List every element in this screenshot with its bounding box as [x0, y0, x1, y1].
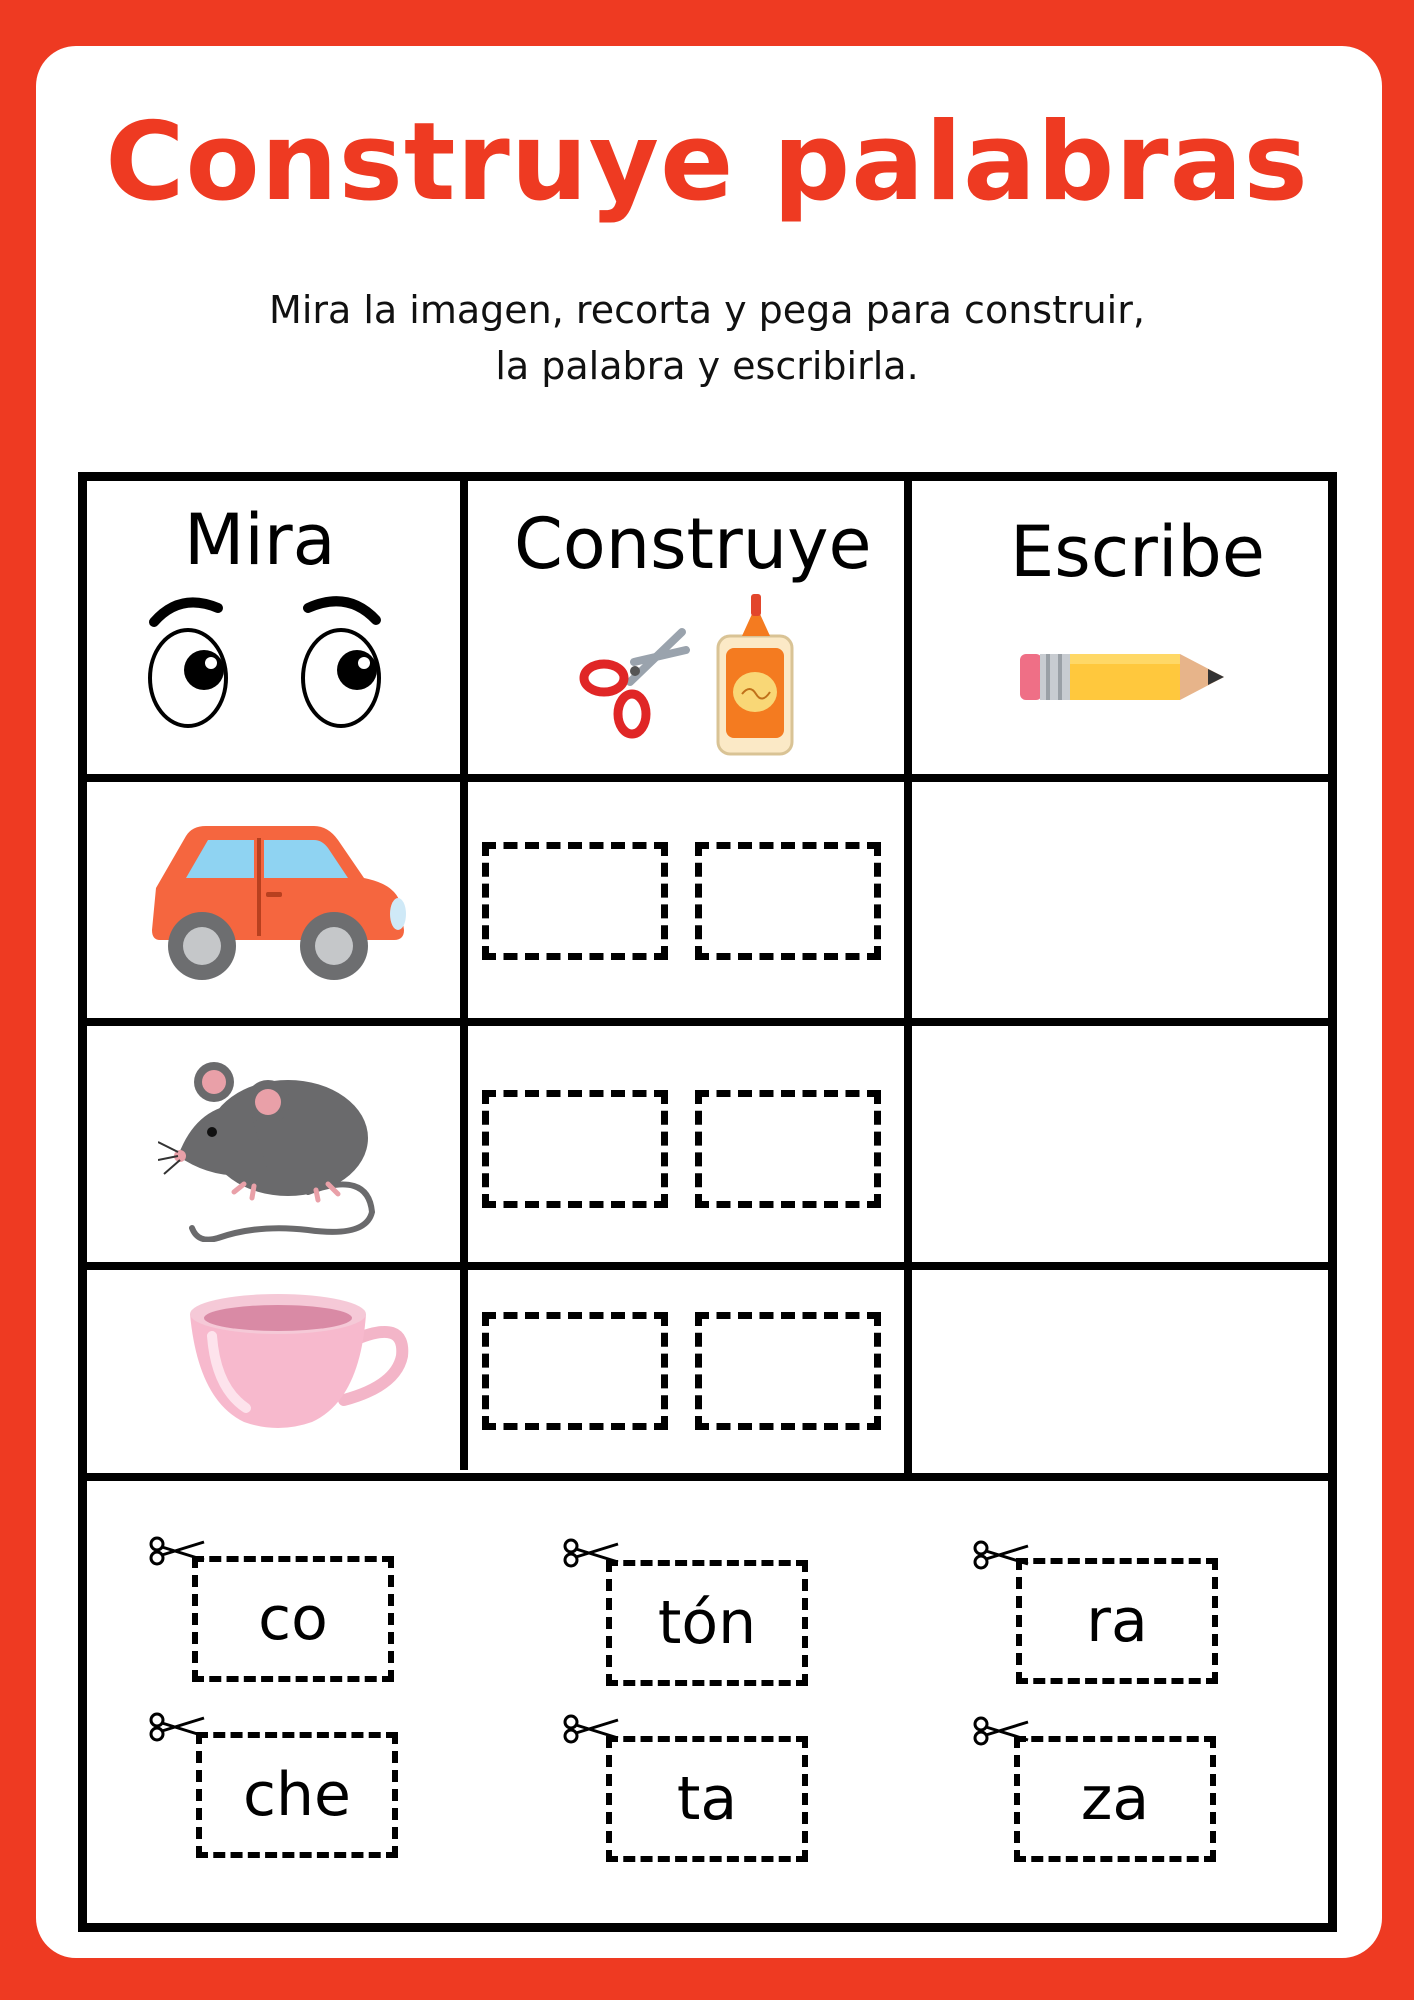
- write-cell-row2[interactable]: [914, 1028, 1326, 1260]
- syllable-card[interactable]: che: [196, 1732, 398, 1858]
- column-divider-1: [460, 472, 468, 1470]
- syllable-card-wrap: [148, 1534, 404, 1684]
- instructions: [0, 282, 1414, 394]
- build-slot-row1-a[interactable]: [482, 842, 668, 960]
- row-divider-1: [78, 1018, 1337, 1026]
- build-slot-row3-b[interactable]: [695, 1312, 881, 1430]
- syllable-card-wrap: [972, 1714, 1228, 1864]
- eyes-icon: [140, 582, 390, 742]
- header-mira: Mira: [184, 499, 336, 581]
- table-border-right: [1328, 472, 1337, 1932]
- syllable-card[interactable]: za: [1014, 1736, 1216, 1862]
- syllable-card-wrap: [972, 1538, 1228, 1688]
- write-cell-row3[interactable]: [914, 1272, 1326, 1472]
- header-escribe: Escribe: [1010, 511, 1265, 593]
- row-divider-3: [78, 1473, 1337, 1481]
- mouse-icon: [158, 1052, 408, 1242]
- cup-icon: [184, 1290, 414, 1440]
- pencil-icon: [1018, 642, 1228, 712]
- table-border-top: [78, 472, 1337, 481]
- instructions-line-2: la palabra y escribirla.: [495, 344, 919, 388]
- syllable-card[interactable]: tón: [606, 1560, 808, 1686]
- syllable-card[interactable]: ra: [1016, 1558, 1218, 1684]
- build-slot-row2-a[interactable]: [482, 1090, 668, 1208]
- syllable-card-wrap: [148, 1710, 404, 1860]
- table-border-bottom: [78, 1923, 1337, 1932]
- syllable-card[interactable]: ta: [606, 1736, 808, 1862]
- header-construye: Construye: [514, 503, 872, 585]
- build-slot-row3-a[interactable]: [482, 1312, 668, 1430]
- page-title: Construye palabras: [105, 100, 1309, 225]
- syllable-card[interactable]: co: [192, 1556, 394, 1682]
- instructions-line-1: Mira la imagen, recorta y pega para construir,: [269, 288, 1145, 332]
- scissors-and-glue-icon: [578, 592, 798, 757]
- worksheet-table: [78, 472, 1337, 1932]
- syllable-card-wrap: [562, 1712, 818, 1862]
- row-divider-header: [78, 774, 1337, 782]
- table-border-left: [78, 472, 87, 1932]
- column-divider-2: [904, 472, 912, 1480]
- build-slot-row1-b[interactable]: [695, 842, 881, 960]
- car-icon: [146, 818, 406, 988]
- build-slot-row2-b[interactable]: [695, 1090, 881, 1208]
- write-cell-row1[interactable]: [914, 784, 1326, 1016]
- row-divider-2: [78, 1262, 1337, 1270]
- syllable-card-wrap: [562, 1536, 818, 1686]
